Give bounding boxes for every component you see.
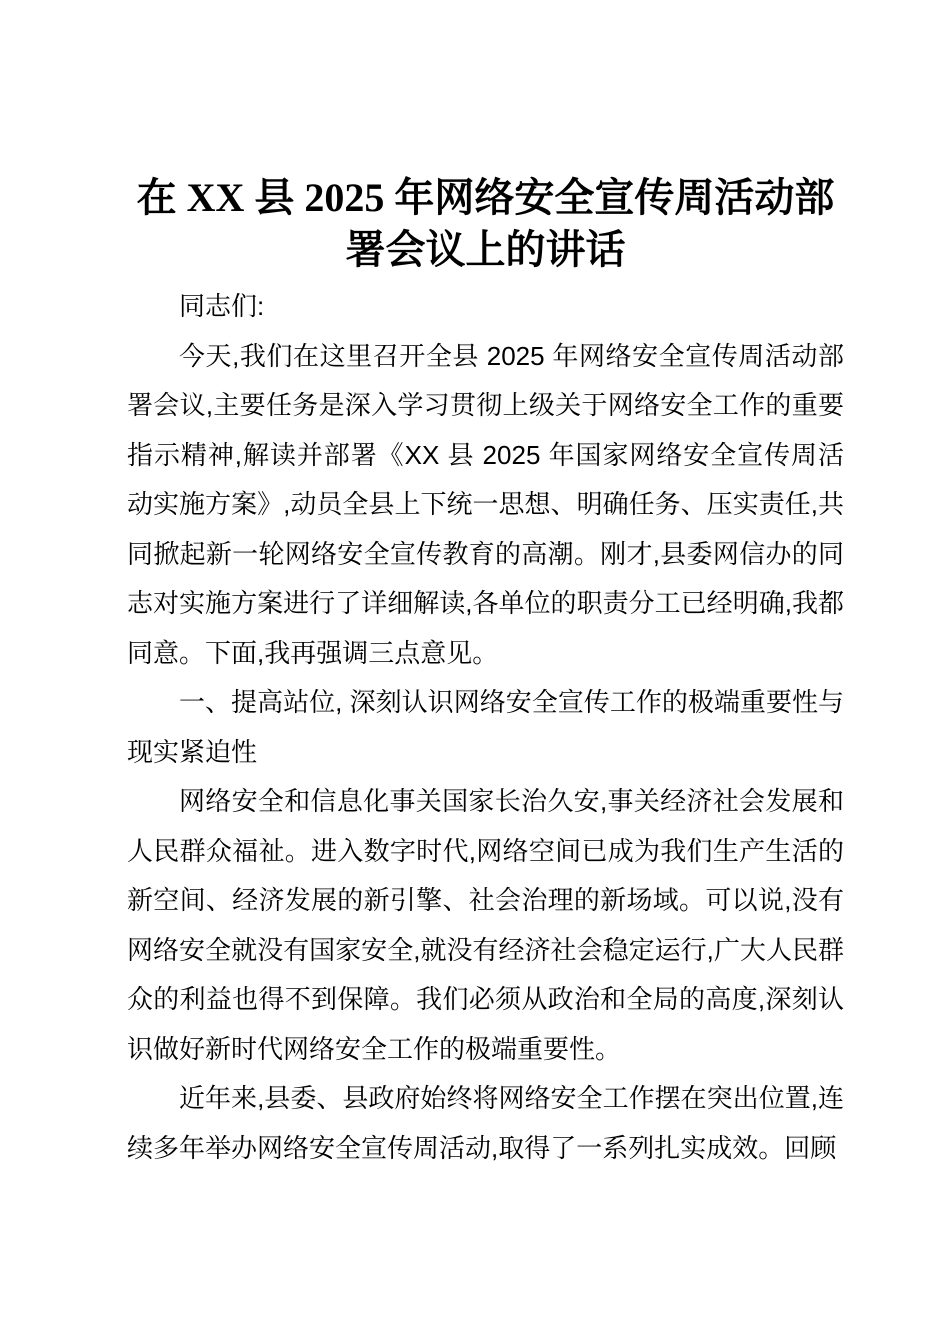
paragraph-achievements: 近年来,县委、县政府始终将网络安全工作摆在突出位置,连续多年举办网络安全宣传周活动,取得了一系列扎实成效。回顾	[127, 1083, 844, 1163]
paragraph-opening: 今天,我们在这里召开全县 2025 年网络安全宣传周活动部署会议,主要任务是深入学习贯彻上级关于网络安全工作的重要指示精神,解读并部署《XX 县 2025 年国家网络安全宣传周活动实施方案》,动员全县上下统一思想、明确任务、压实责任,共同掀起新一轮网络安全宣传教育的高潮。刚才,县委网信办的同志对实施方案进行了详细解读,各单位的职责分工已经明确,我都同意。下面,我再强调三点意见。	[127, 340, 844, 668]
salutation: 同志们:	[179, 291, 265, 321]
document-title-text: 在 XX 县 2025 年网络安全宣传周活动部署会议上的讲话	[136, 175, 835, 272]
document-title	[127, 172, 844, 276]
section-heading-1: 一、提高站位, 深刻认识网络安全宣传工作的极端重要性与现实紧迫性	[127, 687, 844, 767]
paragraph-significance: 网络安全和信息化事关国家长治久安,事关经济社会发展和人民群众福祉。进入数字时代,网络空间已成为我们生产生活的新空间、经济发展的新引擎、社会治理的新场域。可以说,没有网络安全就没有国家安全,就没有经济社会稳定运行,广大人民群众的利益也得不到保障。我们必须从政治和全局的高度,深刻认识做好新时代网络安全工作的极端重要性。	[127, 786, 844, 1064]
